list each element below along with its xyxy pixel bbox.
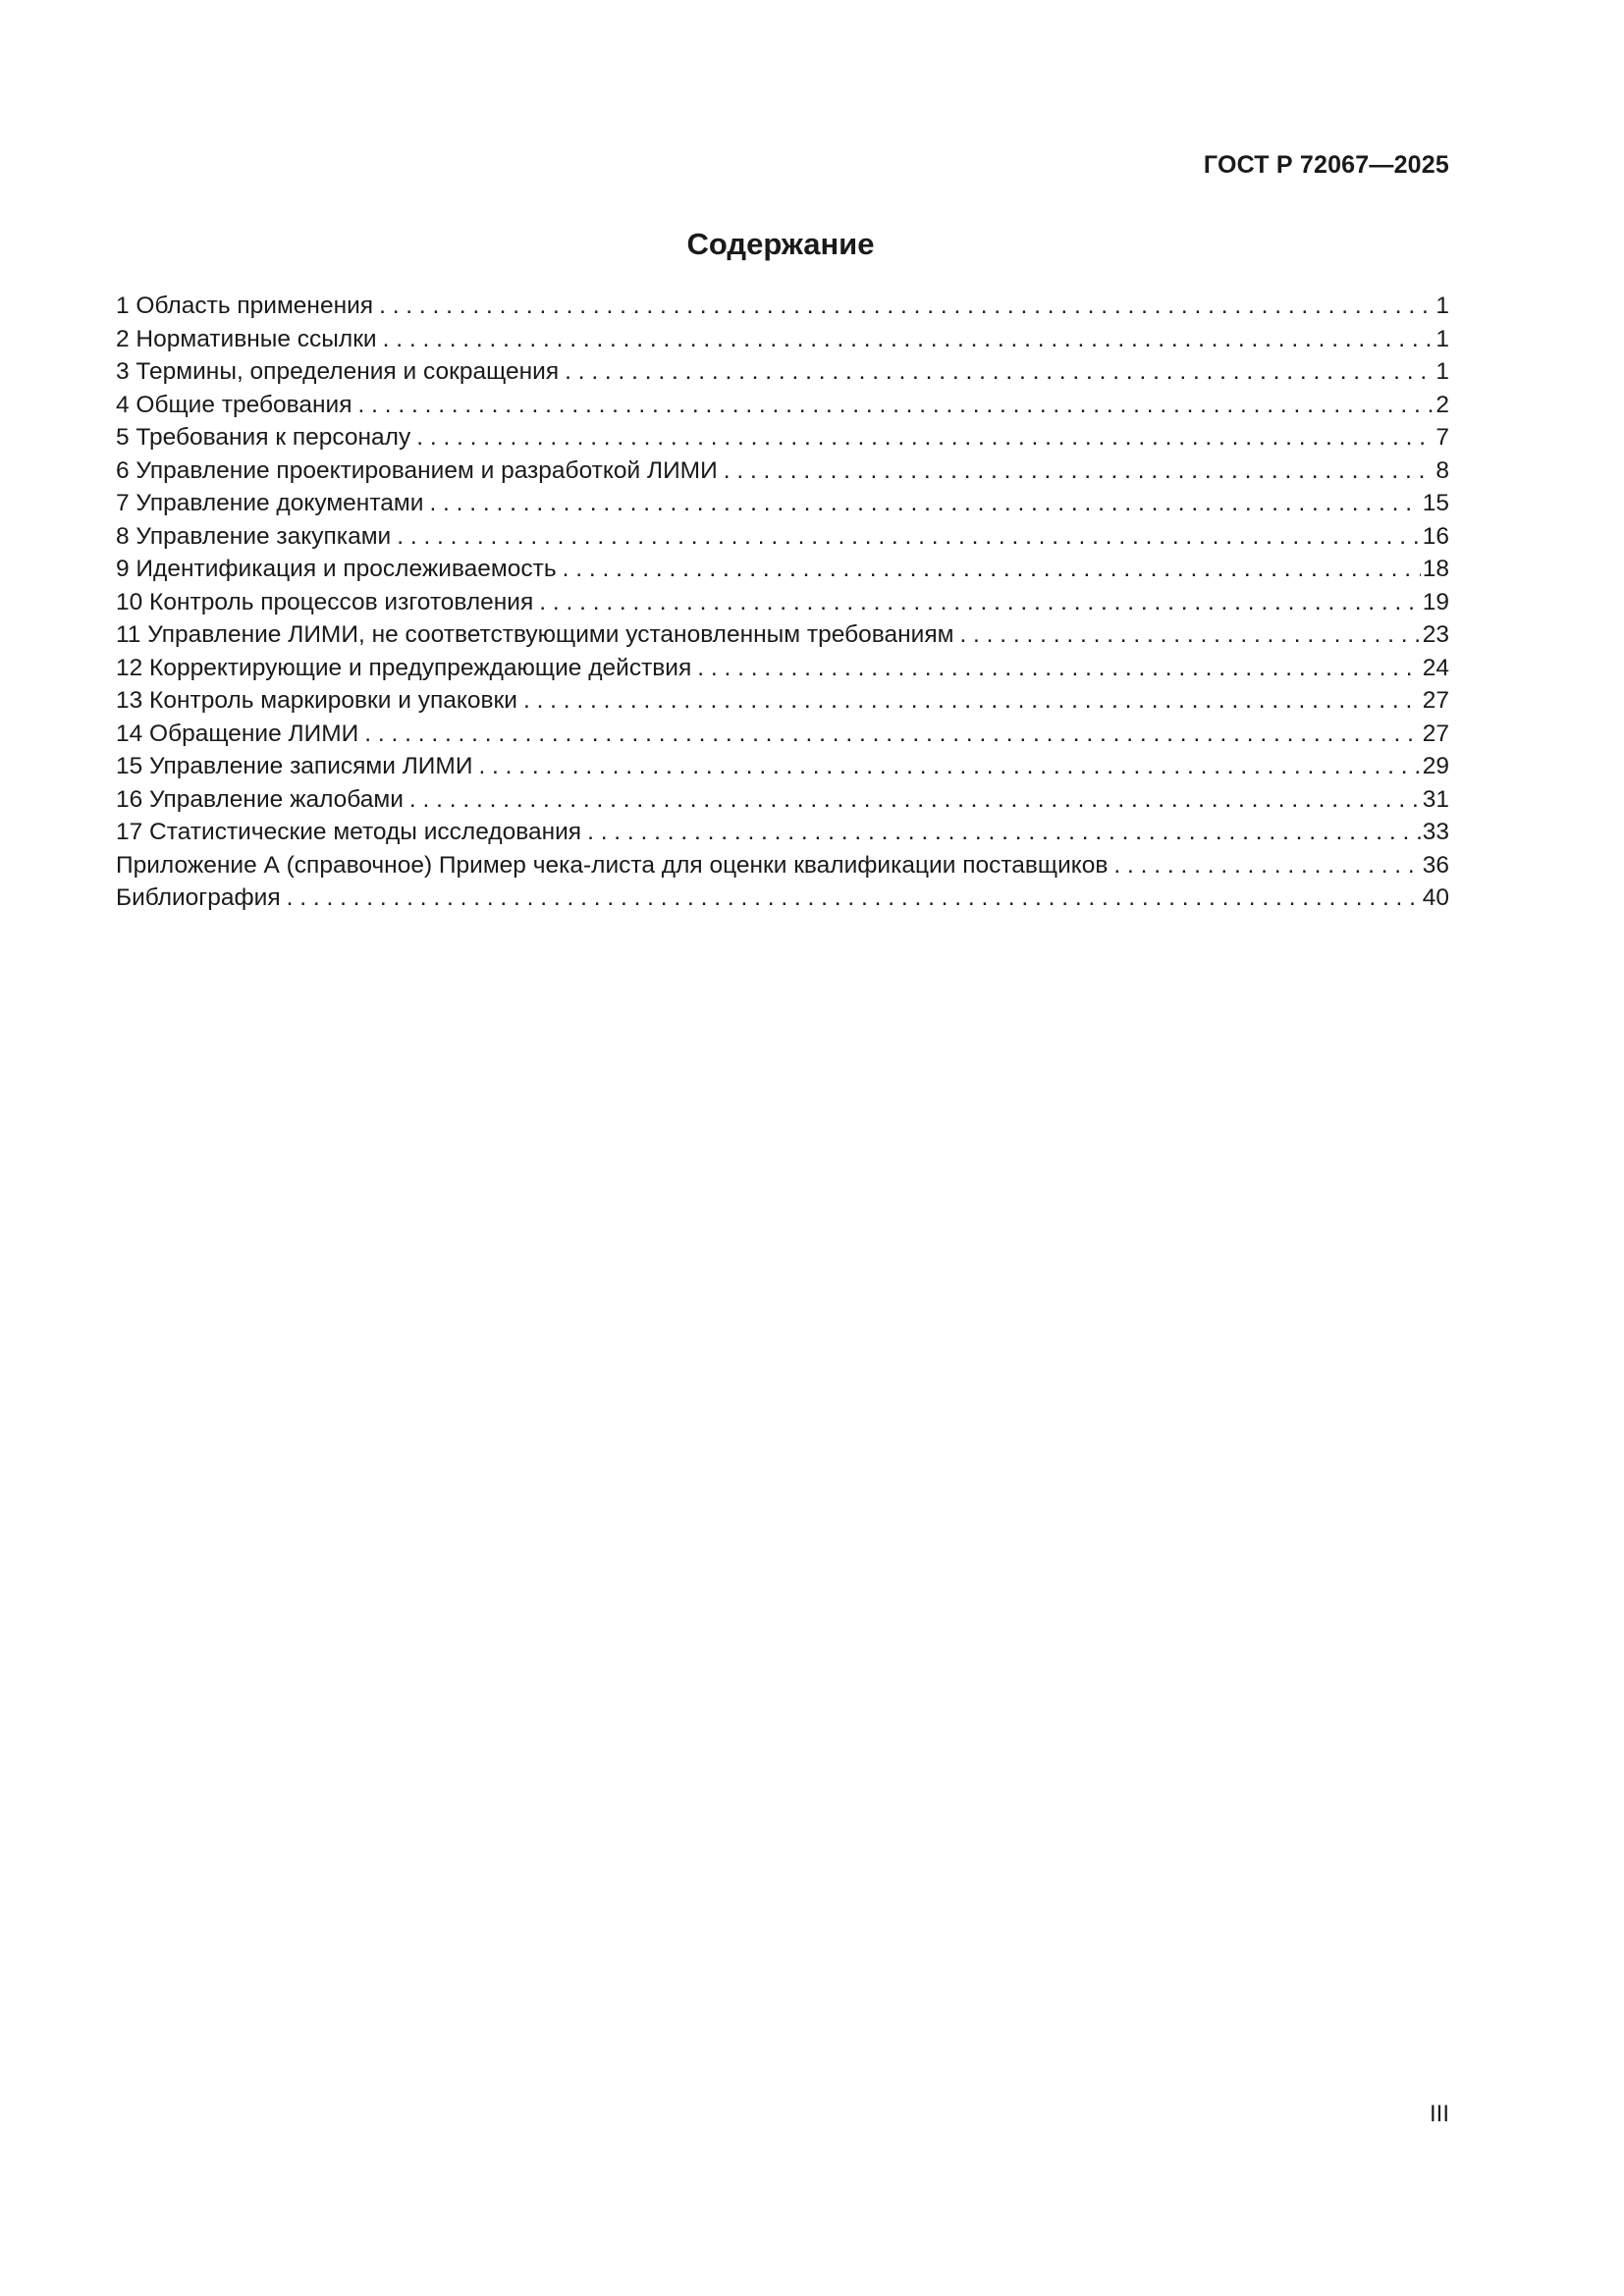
toc-dot-leader	[478, 750, 1420, 783]
toc-dot-leader	[379, 290, 1434, 323]
toc-entry-page: 1	[1435, 293, 1449, 319]
toc-entry-label: 13 Контроль маркировки и упаковки	[116, 687, 517, 714]
toc-entry-label: 1 Область применения	[116, 293, 374, 319]
toc-entry[interactable]	[116, 487, 1449, 520]
toc-entry-page: 8	[1435, 456, 1449, 484]
toc-title: Содержание	[686, 227, 875, 261]
toc-entry[interactable]	[116, 421, 1449, 454]
toc-entry-label: 6 Управление проектированием и разработкой ЛИМИ	[116, 456, 718, 484]
toc-entry-label: 16 Управление жалобами	[116, 785, 404, 813]
toc-entry-page: 27	[1422, 720, 1449, 747]
toc-entry-page: 16	[1422, 522, 1449, 550]
toc-entry[interactable]	[116, 323, 1449, 356]
toc-entry-page: 18	[1422, 556, 1449, 582]
toc-dot-leader	[1113, 849, 1420, 882]
toc-entry[interactable]	[116, 652, 1449, 685]
toc-dot-leader	[429, 487, 1420, 520]
toc-entry-label: 4 Общие требования	[116, 391, 352, 418]
toc-entry-label: 3 Термины, определения и сокращения	[116, 358, 560, 385]
toc-dot-leader	[383, 323, 1435, 356]
toc-dot-leader	[358, 389, 1435, 422]
toc-dot-leader	[724, 454, 1435, 488]
toc-entry[interactable]	[116, 618, 1449, 652]
toc-entry[interactable]	[116, 586, 1449, 619]
toc-entry-label: Приложение А (справочное) Пример чека-листа для оценки квалификации поставщиков	[116, 851, 1109, 879]
page-number: III	[1429, 2101, 1449, 2127]
toc-dot-leader	[563, 553, 1421, 586]
toc-entry[interactable]	[116, 553, 1449, 586]
toc-entry-label: 7 Управление документами	[116, 490, 424, 516]
toc-dot-leader	[397, 520, 1421, 554]
toc-dot-leader	[287, 881, 1421, 915]
toc-entry[interactable]	[116, 355, 1449, 389]
toc-entry[interactable]	[116, 816, 1449, 849]
toc-entry-page: 19	[1422, 588, 1449, 615]
toc-entry-label: 2 Нормативные ссылки	[116, 325, 377, 352]
toc-entry-label: Библиография	[116, 884, 281, 911]
toc-dot-leader	[539, 586, 1420, 619]
toc-dot-leader	[959, 618, 1420, 652]
toc-entry-page: 15	[1422, 490, 1449, 516]
toc-entry-label: 8 Управление закупками	[116, 522, 392, 550]
toc-entry-page: 23	[1422, 621, 1449, 648]
toc-entry-page: 7	[1435, 424, 1449, 451]
table-of-contents	[116, 290, 1449, 915]
toc-entry[interactable]	[116, 684, 1449, 718]
toc-entry-page: 1	[1435, 325, 1449, 352]
toc-entry-page: 33	[1422, 819, 1449, 845]
toc-dot-leader	[409, 783, 1421, 817]
toc-entry-label: 12 Корректирующие и предупреждающие действия	[116, 654, 692, 681]
toc-entry-page: 40	[1422, 884, 1449, 911]
toc-entry-label: 9 Идентификация и прослеживаемость	[116, 556, 557, 582]
toc-entry-page: 27	[1422, 687, 1449, 714]
toc-entry-label: 10 Контроль процессов изготовления	[116, 588, 534, 615]
toc-entry[interactable]	[116, 783, 1449, 817]
toc-entry-label: 14 Обращение ЛИМИ	[116, 720, 359, 747]
toc-entry-page: 29	[1422, 753, 1449, 779]
toc-dot-leader	[416, 421, 1434, 454]
toc-entry-page: 31	[1422, 785, 1449, 813]
toc-entry[interactable]	[116, 750, 1449, 783]
document-code: ГОСТ Р 72067—2025	[1203, 151, 1449, 179]
toc-entry[interactable]	[116, 454, 1449, 488]
toc-entry-label: 17 Статистические методы исследования	[116, 819, 582, 845]
toc-entry-label: 11 Управление ЛИМИ, не соответствующими установленным требованиям	[116, 621, 954, 648]
toc-entry-page: 2	[1435, 391, 1449, 418]
toc-entry-page: 1	[1435, 358, 1449, 385]
toc-entry[interactable]	[116, 718, 1449, 751]
toc-entry-page: 24	[1422, 654, 1449, 681]
toc-dot-leader	[565, 355, 1434, 389]
toc-dot-leader	[697, 652, 1420, 685]
toc-entry[interactable]	[116, 881, 1449, 915]
toc-dot-leader	[523, 684, 1421, 718]
toc-entry-label: 5 Требования к персоналу	[116, 424, 411, 451]
toc-entry[interactable]	[116, 389, 1449, 422]
toc-dot-leader	[364, 718, 1420, 751]
toc-entry[interactable]	[116, 520, 1449, 554]
toc-entry[interactable]	[116, 849, 1449, 882]
toc-dot-leader	[587, 816, 1421, 849]
toc-entry[interactable]	[116, 290, 1449, 323]
toc-entry-label: 15 Управление записями ЛИМИ	[116, 753, 473, 779]
toc-entry-page: 36	[1422, 851, 1449, 879]
